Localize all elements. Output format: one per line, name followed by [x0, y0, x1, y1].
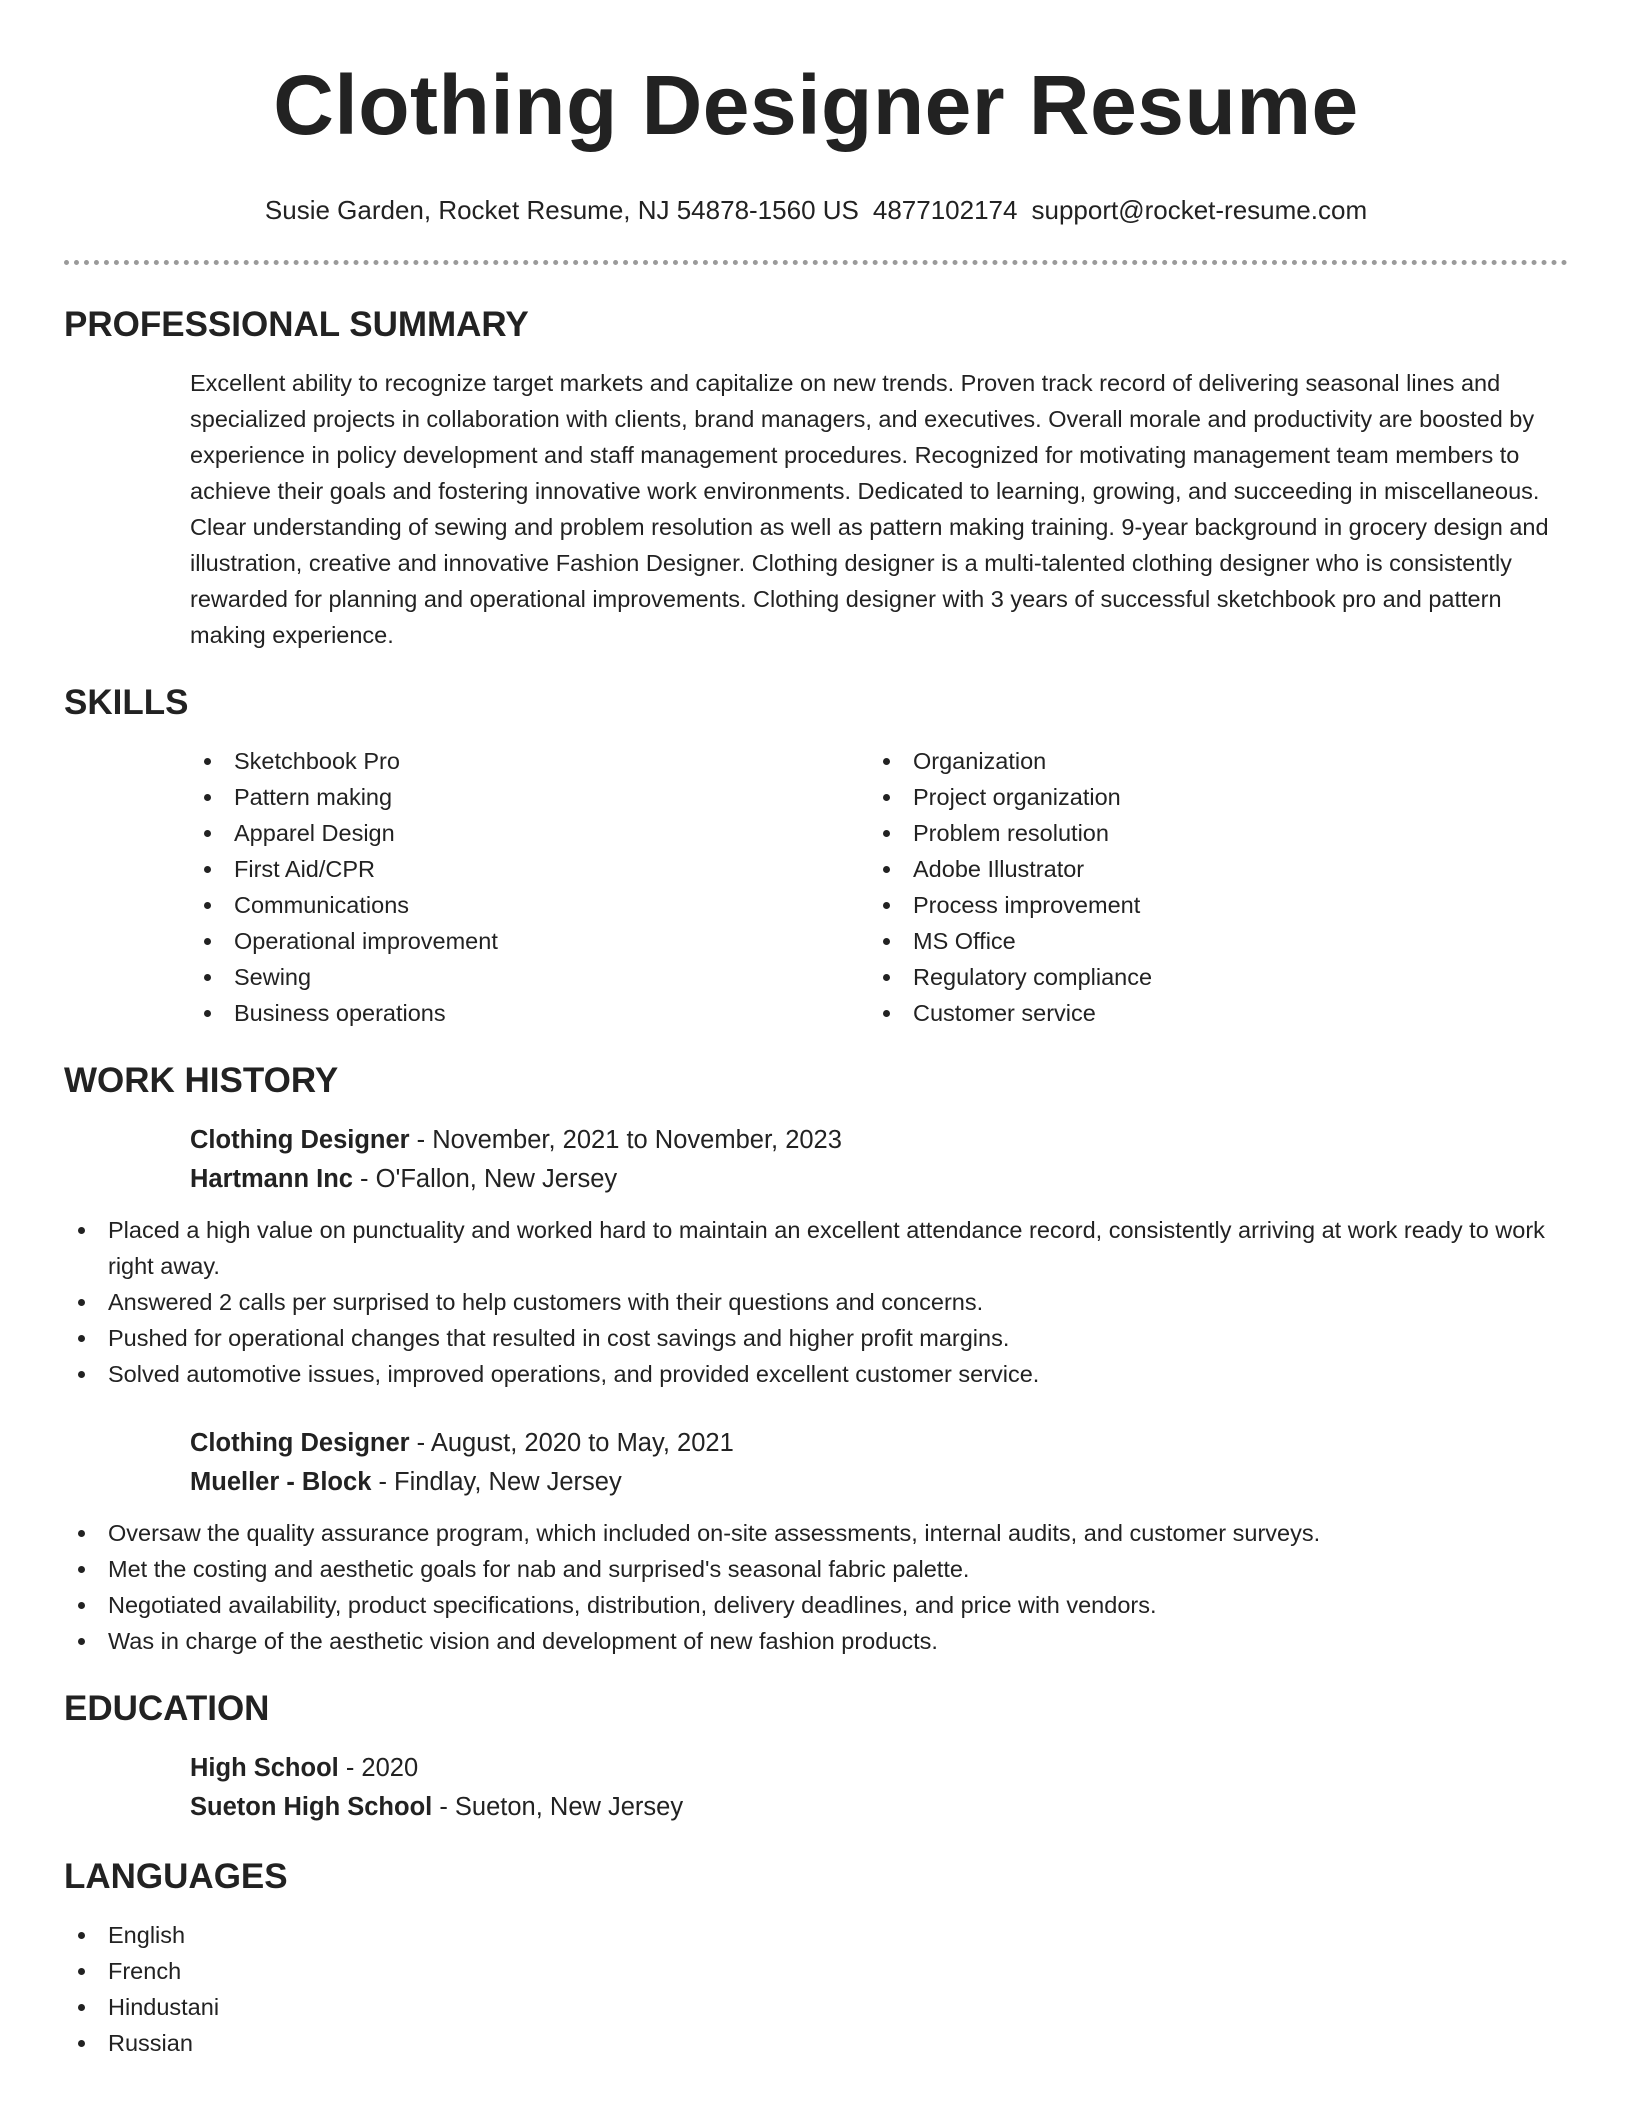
summary-heading: PROFESSIONAL SUMMARY [64, 305, 529, 344]
languages-list [64, 1917, 1568, 2061]
job-company-line [190, 1463, 1568, 1502]
skills-left-column [190, 743, 869, 1031]
job-company: Hartmann Inc [190, 1165, 353, 1193]
job-title-line [190, 1424, 1568, 1463]
job-bullets [64, 1212, 1568, 1392]
education-heading: EDUCATION [64, 1689, 270, 1728]
skill-item: Sewing [190, 959, 869, 995]
skills-heading: SKILLS [64, 683, 189, 722]
skill-item: Process improvement [869, 887, 1548, 923]
job-bullet: Solved automotive issues, improved operations, and provided excellent customer service. [64, 1356, 1568, 1392]
job-entry [190, 1121, 1568, 1199]
skill-item: Project organization [869, 779, 1548, 815]
contact-phone: 4877102174 [872, 195, 1018, 225]
job-bullet: Answered 2 calls per surprised to help customers with their questions and concerns. [64, 1284, 1568, 1320]
skills-grid [190, 743, 1568, 1031]
education-degree: High School [190, 1754, 339, 1782]
education-entry [190, 1749, 1568, 1827]
contact-address: Susie Garden, Rocket Resume, NJ 54878-1560 US [264, 195, 859, 225]
education-school: Sueton High School [190, 1793, 433, 1821]
contact-line [64, 194, 1568, 226]
contact-email: support@rocket-resume.com [1031, 195, 1368, 225]
job-entry [190, 1424, 1568, 1502]
skill-item: Problem resolution [869, 815, 1548, 851]
work-history-heading: WORK HISTORY [64, 1061, 339, 1100]
language-item: French [64, 1953, 1568, 1989]
job-title-line [190, 1121, 1568, 1160]
job-bullet: Negotiated availability, product specifications, distribution, delivery deadlines, and price with vendors. [64, 1587, 1568, 1623]
skill-item: First Aid/CPR [190, 851, 869, 887]
skill-item: Apparel Design [190, 815, 869, 851]
skill-item: Communications [190, 887, 869, 923]
education-year: - 2020 [338, 1754, 419, 1782]
job-title: Clothing Designer [190, 1126, 410, 1154]
job-bullet: Oversaw the quality assurance program, which included on-site assessments, internal audits, and customer surveys. [64, 1515, 1568, 1551]
skill-item: Organization [869, 743, 1548, 779]
job-bullet: Pushed for operational changes that resulted in cost savings and higher profit margins. [64, 1320, 1568, 1356]
summary-text: Excellent ability to recognize target markets and capitalize on new trends. Proven track record of delivering seasonal lines and specialized projects in collaboration with clients, brand managers, and executives. Overall morale and productivity are boosted by experience in policy development and staff management procedures. Recognized for motivating management team members to achieve their goals and fostering innovative work environments. Dedicated to learning, growing, and succeeding in miscellaneous. Clear understanding of sewing and problem resolution as well as pattern making training. 9-year background in grocery design and illustration, creative and innovative Fashion Designer. Clothing designer is a multi-talented clothing designer who is consistently rewarded for planning and operational improvements. Clothing designer with 3 years of successful sketchbook pro and pattern making experience. [190, 370, 1549, 648]
education-school-line [190, 1788, 1568, 1827]
skill-item: Business operations [190, 995, 869, 1031]
language-item: Hindustani [64, 1989, 1568, 2025]
skill-item: Regulatory compliance [869, 959, 1548, 995]
job-title: Clothing Designer [190, 1429, 410, 1457]
job-company: Mueller - Block [190, 1468, 372, 1496]
job-location: - Findlay, New Jersey [371, 1468, 622, 1496]
language-item: Russian [64, 2025, 1568, 2061]
job-location: - O'Fallon, New Jersey [352, 1165, 618, 1193]
education-degree-line [190, 1749, 1568, 1788]
header-divider [64, 260, 1568, 265]
skill-item: MS Office [869, 923, 1548, 959]
summary-section [64, 303, 1568, 653]
education-section [64, 1687, 1568, 1827]
language-item: English [64, 1917, 1568, 1953]
job-bullet: Met the costing and aesthetic goals for nab and surprised's seasonal fabric palette. [64, 1551, 1568, 1587]
job-bullet: Was in charge of the aesthetic vision and development of new fashion products. [64, 1623, 1568, 1659]
education-location: - Sueton, New Jersey [432, 1793, 684, 1821]
skill-item: Sketchbook Pro [190, 743, 869, 779]
job-bullet: Placed a high value on punctuality and worked hard to maintain an excellent attendance record, consistently arriving at work ready to work right away. [64, 1212, 1568, 1284]
job-company-line [190, 1160, 1568, 1199]
resume-title: Clothing Designer Resume [273, 58, 1359, 152]
job-dates: - November, 2021 to November, 2023 [409, 1126, 842, 1154]
skill-item: Adobe Illustrator [869, 851, 1548, 887]
skills-right-column [869, 743, 1548, 1031]
languages-heading: LANGUAGES [64, 1857, 288, 1896]
languages-section [64, 1855, 1568, 2061]
skills-section [64, 681, 1568, 1031]
skill-item: Pattern making [190, 779, 869, 815]
work-history-section [64, 1059, 1568, 1659]
skill-item: Customer service [869, 995, 1548, 1031]
job-dates: - August, 2020 to May, 2021 [409, 1429, 734, 1457]
skill-item: Operational improvement [190, 923, 869, 959]
job-bullets [64, 1515, 1568, 1659]
